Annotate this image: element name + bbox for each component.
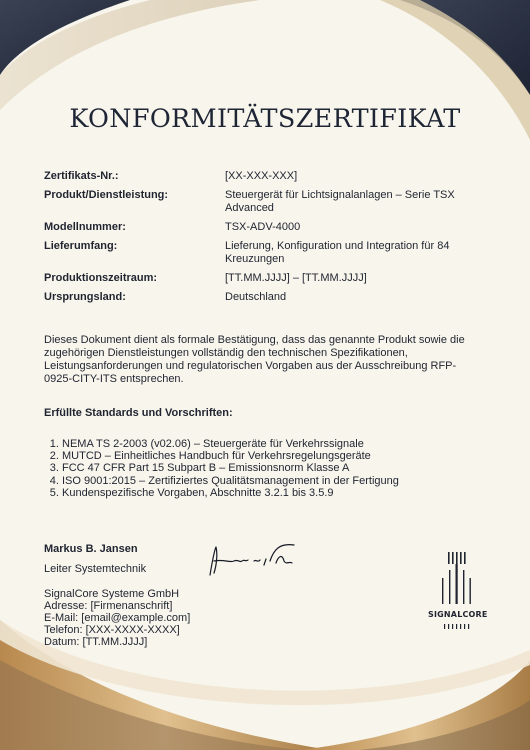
standard-item: 3. FCC 47 CFR Part 15 Subpart B – Emissionsnorm Klasse A [62,462,399,474]
signer-role: Leiter Systemtechnik [44,563,147,575]
standards-list [48,438,399,499]
field-list [44,170,504,310]
field-value: Deutschland [225,291,287,303]
certificate-date: Datum: [TT.MM.JJJJ] [44,636,148,648]
field-row [44,170,504,183]
field-label: Ursprungsland: [44,291,126,303]
field-row [44,240,504,266]
field-label: Zertifikats-Nr.: [44,170,119,182]
standard-item: 2. MUTCD – Einheitliches Handbuch für Verkehrsregelungsgeräte [62,450,399,462]
signer-name: Markus B. Jansen [44,543,138,555]
logo-wordmark: SIGNALCORE [428,610,488,619]
field-value: Lieferung, Konfiguration und Integration für 84 Kreuzungen [225,240,450,265]
field-value: Steuergerät für Lichtsignalanlagen – Serie TSX Advanced [225,189,455,214]
logo-bars [428,622,484,632]
field-label: Lieferumfang: [44,240,118,252]
statement-paragraph: Dieses Dokument dient als formale Bestätigung, dass das genannte Produkt sowie die zugehörigen Dienstleistungen vollständig den technischen Spezifikationen, Leistungsanforderungen und regulatorischen Vorgaben aus der Ausschreibung RFP-0925-CITY-ITS entsprechen. [44,334,465,385]
field-row [44,291,504,304]
handwritten-signature [204,539,300,583]
standard-item: 1. NEMA TS 2-2003 (v02.06) – Steuergeräte für Verkehrssignale [62,438,399,450]
certificate-title: KONFORMITÄTSZERTIFIKAT [69,104,461,134]
company-email: E-Mail: [email@example.com] [44,612,191,624]
field-row [44,221,504,234]
logo-icon [428,548,484,608]
field-label: Produkt/Dienstleistung: [44,189,169,201]
standard-item: 4. ISO 9001:2015 – Zertifiziertes Qualitätsmanagement in der Fertigung [62,475,399,487]
field-value: [XX-XXX-XXX] [225,170,298,182]
field-label: Modellnummer: [44,221,126,233]
field-row [44,189,504,215]
company-logo [428,548,488,619]
field-label: Produktionszeitraum: [44,272,158,284]
field-value: TSX-ADV-4000 [225,221,301,233]
field-row [44,272,504,285]
company-name: SignalCore Systeme GmbH [44,588,180,600]
field-value: [TT.MM.JJJJ] – [TT.MM.JJJJ] [225,272,367,284]
company-phone: Telefon: [XXX-XXXX-XXXX] [44,624,180,636]
contact-block [44,588,190,648]
standard-item: 5. Kundenspezifische Vorgaben, Abschnitte 3.2.1 bis 3.5.9 [62,487,399,499]
standards-heading: Erfüllte Standards und Vorschriften: [44,407,233,419]
company-address: Adresse: [Firmenanschrift] [44,600,173,612]
